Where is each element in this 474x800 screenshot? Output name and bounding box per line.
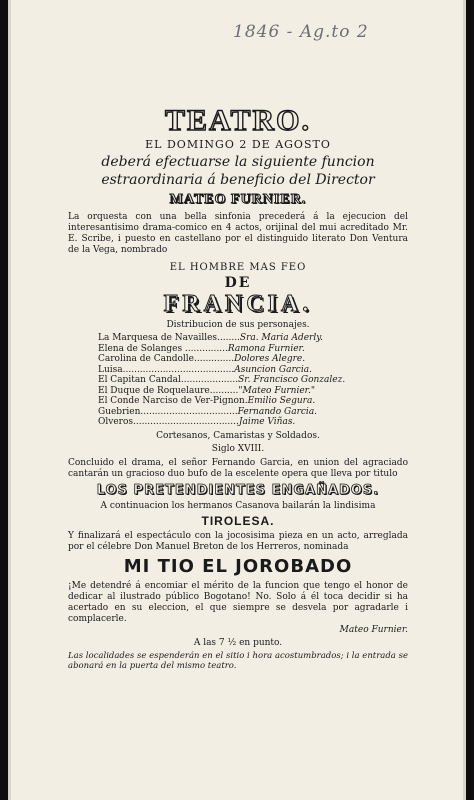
appeal-paragraph: ¡Me detendré á encomiar el mérito de la funcion que tengo el honor de dedicar al ilustrado público Bogotano! No. Solo á él toca decidir si ha acertado en su eleccion, el que siempre se desvela por agradarle i complacerle. bbox=[68, 580, 408, 624]
opera-title: LOS PRETENDIENTES ENGAÑADOS. bbox=[96, 482, 380, 498]
cast-role: El Capitan Candal.................... bbox=[98, 375, 239, 385]
cast-actor: Jaime Viñas. bbox=[238, 417, 296, 427]
poster-sheet bbox=[8, 0, 466, 800]
orchestra-paragraph: La orquesta con una bella sinfonia precederá á la ejecucion del interesantisimo drama-comico en 4 actos, orijinal del mui acreditado Mr. E. Scribe, i puesto en castellano por el distinguido literato Don Ventura de la Vega, nombrado bbox=[68, 212, 408, 255]
cast-row bbox=[98, 375, 408, 386]
cast-row bbox=[98, 417, 408, 428]
extras-line: Cortesanos, Camaristas y Soldados. bbox=[156, 430, 320, 441]
cast-row bbox=[98, 333, 408, 344]
play-country: FRANCIA. bbox=[163, 291, 313, 317]
cast-actor: Sra. Maria Aderly. bbox=[239, 333, 323, 343]
play-de: DE bbox=[224, 275, 252, 291]
cast-role: Carolina de Candolle.............. bbox=[98, 354, 235, 364]
cast-role: Elena de Solanges ............... bbox=[98, 343, 228, 354]
poster-title: TEATRO. bbox=[165, 104, 311, 137]
cast-actor: Emilio Segura. bbox=[247, 396, 316, 406]
cast-role: Guebrien.................................. bbox=[98, 406, 238, 417]
cast-role: La Marquesa de Navailles........ bbox=[98, 333, 240, 343]
dance-line: A continuacion los hermanos Casanova bailarán la lindisima bbox=[100, 500, 376, 511]
cast-actor: "Mateo Furnier." bbox=[238, 385, 315, 396]
paper-edge-right bbox=[463, 0, 466, 800]
cast-row bbox=[98, 365, 408, 376]
time-line: A las 7 ½ en punto. bbox=[193, 637, 283, 648]
cast-actor: Ramona Furnier. bbox=[227, 343, 305, 354]
cast-actor: Dolores Alegre. bbox=[234, 354, 306, 364]
handwritten-date: 1846 - Ag.to 2 bbox=[233, 22, 369, 42]
cast-row bbox=[98, 396, 408, 407]
cast-row bbox=[98, 344, 408, 355]
poster-content bbox=[68, 106, 408, 671]
cast-role: Olveros..................................... bbox=[98, 417, 239, 427]
cast-heading: Distribucion de sus personajes. bbox=[166, 320, 310, 330]
cast-role: El Conde Narciso de Ver-Pignon. bbox=[98, 396, 248, 406]
play-title: EL HOMBRE MAS FEO bbox=[169, 262, 307, 273]
final-title: MI TIO EL JOROBADO bbox=[123, 555, 353, 577]
cast-role: El Duque de Roquelaure.......... bbox=[98, 385, 239, 396]
cast-row bbox=[98, 407, 408, 418]
signature: Mateo Furnier. bbox=[339, 624, 408, 635]
duo-paragraph: Concluido el drama, el señor Fernando Garcia, en union del agraciado cantarán un gracioso duo bufo de la escelente opera que lleva por titulo bbox=[68, 457, 408, 479]
cast-list bbox=[98, 333, 408, 428]
final-paragraph: Y finalizará el espectáculo con la jocosisima pieza en un acto, arreglada por el célebre Don Manuel Breton de los Herreros, nominada bbox=[68, 530, 408, 552]
cast-actor: Asuncion Garcia. bbox=[234, 364, 312, 375]
tickets-note: Las localidades se espenderán en el sitio i hora acostumbrados; i la entrada se abonará en la puerta del mismo teatro. bbox=[68, 650, 408, 671]
cast-role: Luisa....................................... bbox=[98, 364, 235, 375]
cast-actor: Sr. Francisco Gonzalez. bbox=[238, 375, 346, 385]
director-name: MATEO FURNIER. bbox=[169, 192, 307, 207]
century-line: Siglo XVIII. bbox=[211, 443, 265, 454]
intro-script: deberá efectuarse la siguiente funcion estraordinaria á beneficio del Director bbox=[101, 154, 375, 188]
cast-row bbox=[98, 386, 408, 397]
date-line: EL DOMINGO 2 DE AGOSTO bbox=[145, 138, 331, 151]
paper-edge-left bbox=[8, 0, 11, 800]
dance-title: TIROLESA. bbox=[201, 513, 275, 528]
cast-row bbox=[98, 354, 408, 365]
cast-actor: Fernando Garcia. bbox=[237, 406, 318, 417]
